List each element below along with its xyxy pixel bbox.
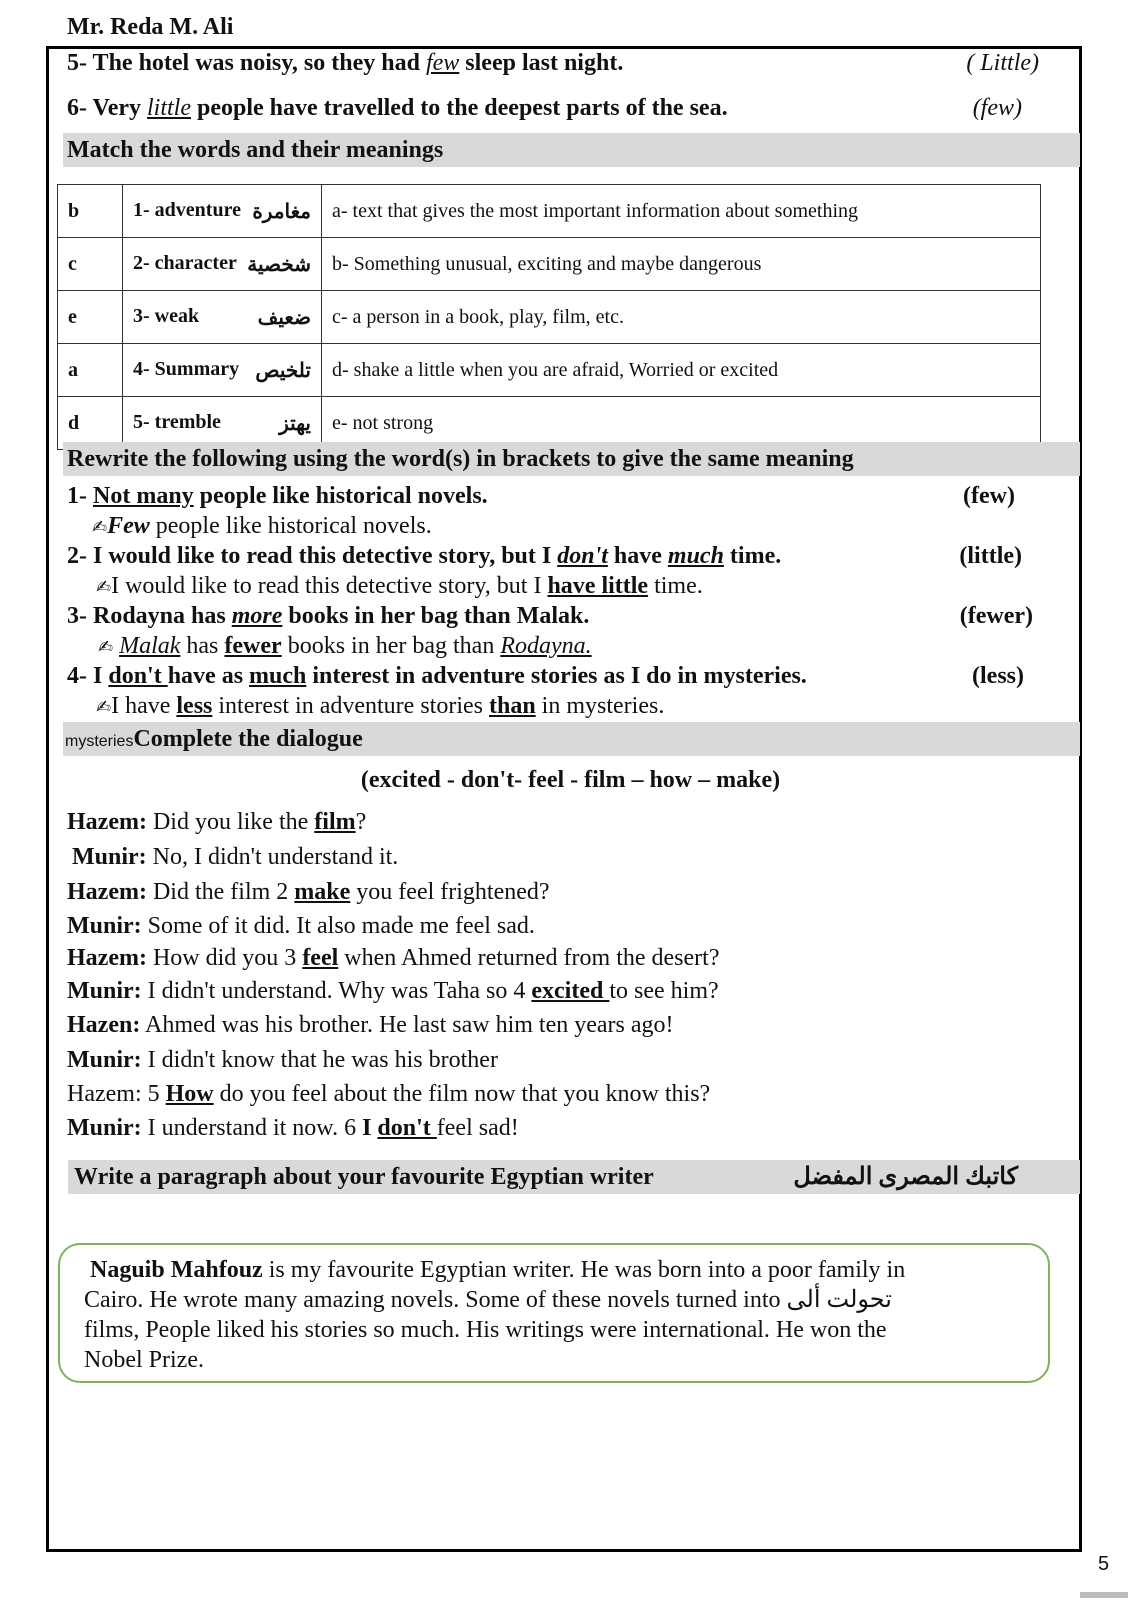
dialogue-header-prefix: mysteries — [65, 733, 134, 750]
text-segment: 4- Summary — [133, 357, 240, 380]
pen-icon: ✍ — [98, 637, 114, 658]
text-segment: Munir: — [67, 913, 142, 939]
dialogue-line — [67, 913, 535, 940]
text-segment: Hazen: — [67, 1012, 141, 1038]
text-segment: 2- character — [133, 251, 237, 274]
text-segment: fewer — [224, 633, 282, 659]
text-segment: make — [294, 879, 351, 905]
text-segment: Munir: — [67, 978, 142, 1004]
page-number: 5 — [1098, 1553, 1110, 1575]
text-segment: Not many — [93, 483, 194, 509]
text-segment: don't — [108, 663, 168, 689]
text-segment: 1- — [67, 483, 93, 509]
text-segment: Few — [107, 513, 150, 539]
paragraph-header-arabic: كاتبك المصرى المفضل — [793, 1164, 1018, 1190]
sentence-5-hint: ( Little) — [966, 50, 1039, 76]
paragraph-text — [84, 1255, 1014, 1375]
paragraph-arabic-note: تحولت ألى — [786, 1287, 892, 1313]
text-segment: much — [667, 543, 724, 569]
text-segment: 2- I would like to read this detective story, but I — [67, 543, 558, 569]
text-segment: much — [249, 663, 307, 689]
dialogue-line — [67, 879, 550, 906]
text-segment: have little — [547, 573, 649, 599]
dialogue-line — [67, 1115, 519, 1142]
text-segment: Did the film 2 — [146, 879, 295, 905]
rewrite-section-header: Rewrite the following using the word(s) in brackets to give the same meaning — [63, 442, 1080, 476]
pen-icon: ✍ — [92, 517, 108, 538]
writer-name: Naguib Mahfouz — [90, 1257, 263, 1283]
text-segment: Ahmed was his brother. He last saw him ten years ago! — [140, 1012, 674, 1038]
text-segment: to see him? — [609, 978, 719, 1004]
match-word-arabic: يهتز — [279, 412, 311, 435]
text-segment: 3- weak — [133, 304, 200, 327]
paragraph-line — [84, 1255, 1014, 1285]
text-segment: than — [488, 693, 536, 719]
text-segment: Munir: — [67, 1115, 142, 1141]
rewrite-question-4 — [67, 663, 1067, 690]
sentence-6-hint: (few) — [972, 95, 1022, 121]
match-meaning: e- not strong — [322, 397, 1041, 450]
text-segment: Hazem: — [67, 879, 147, 905]
text-segment: 5 — [141, 1081, 166, 1107]
text-segment: people like historical novels. — [193, 483, 488, 509]
text-segment: Hazem: — [67, 1081, 142, 1107]
text-segment: have — [607, 543, 668, 569]
dialogue-line — [67, 945, 719, 972]
text-segment: interest in adventure stories — [212, 693, 489, 719]
match-table — [57, 184, 1041, 450]
match-answer: d — [58, 397, 123, 450]
text-segment: Cairo. He wrote many amazing novels. Some of these novels turned into — [84, 1287, 787, 1313]
rewrite-answer-1 — [92, 513, 1092, 540]
match-row — [58, 238, 1041, 291]
match-meaning: a- text that gives the most important information about something — [322, 185, 1041, 238]
rewrite-hint-2: (little) — [959, 543, 1022, 569]
text-segment: interest in adventure stories as I do in mysteries. — [306, 663, 807, 689]
match-meaning: b- Something unusual, exciting and maybe dangerous — [322, 238, 1041, 291]
paragraph-line — [84, 1285, 1014, 1315]
dialogue-section-header — [63, 722, 1080, 756]
match-row — [58, 185, 1041, 238]
match-word-arabic: ضعيف — [257, 306, 311, 329]
text-segment: film — [314, 809, 356, 835]
text-segment: I understand it now. 6 — [141, 1115, 363, 1141]
text-segment: less — [176, 693, 213, 719]
match-answer: a — [58, 344, 123, 397]
rewrite-answer-3 — [98, 633, 1098, 660]
match-word — [123, 185, 322, 238]
sentence-5 — [67, 50, 1067, 77]
text-segment: Hazem: — [67, 809, 147, 835]
pen-icon: ✍ — [96, 577, 112, 598]
dialogue-line — [67, 978, 719, 1005]
text-segment: Malak — [119, 633, 181, 659]
paragraph-section-header — [68, 1160, 1080, 1194]
sentence-5-answer: few — [425, 50, 460, 76]
text-segment: people have travelled to the deepest parts of the sea. — [191, 95, 728, 121]
text-segment: people like historical novels. — [149, 513, 432, 539]
text-segment: No, I didn't understand it. — [146, 844, 399, 870]
text-segment: in mysteries. — [535, 693, 665, 719]
text-segment: ? — [355, 809, 367, 835]
text-segment: Did you like the — [146, 809, 315, 835]
text-segment: 4- I — [67, 663, 109, 689]
match-word-arabic: شخصية — [247, 253, 311, 276]
text-segment: have as — [167, 663, 250, 689]
rewrite-question-1 — [67, 483, 1067, 510]
paragraph-line: Nobel Prize. — [84, 1347, 204, 1373]
dialogue-line — [67, 809, 366, 836]
match-word — [123, 238, 322, 291]
rewrite-question-2 — [67, 543, 1067, 570]
text-segment: Munir: — [67, 1047, 142, 1073]
text-segment: How — [165, 1081, 214, 1107]
text-segment: sleep last night. — [459, 50, 624, 76]
text-segment: has — [180, 633, 225, 659]
text-segment: time. — [648, 573, 703, 599]
text-segment: 1- adventure — [133, 198, 241, 221]
text-segment: Some of it did. It also made me feel sad. — [141, 913, 535, 939]
text-segment: feel — [302, 945, 339, 971]
rewrite-hint-1: (few) — [963, 483, 1015, 509]
dialogue-line — [67, 1012, 674, 1039]
text-segment: Rodayna. — [500, 633, 592, 659]
dialogue-line — [67, 1081, 710, 1108]
match-word — [123, 344, 322, 397]
text-segment: books in her bag than Malak. — [282, 603, 590, 629]
match-answer: e — [58, 291, 123, 344]
rewrite-question-3 — [67, 603, 1067, 630]
sentence-6 — [67, 95, 1067, 122]
text-segment: Write a paragraph about your favourite Egyptian writer — [74, 1164, 654, 1190]
rewrite-answer-2 — [96, 573, 1096, 600]
match-row — [58, 291, 1041, 344]
text-segment: don't — [557, 543, 608, 569]
text-segment: 5- The hotel was noisy, so they had — [67, 50, 426, 76]
match-meaning: d- shake a little when you are afraid, Worried or excited — [322, 344, 1041, 397]
word-bank: (excited - don't- feel - film – how – make) — [360, 767, 781, 793]
match-answer: b — [58, 185, 123, 238]
rewrite-answer-4 — [96, 693, 1096, 720]
text-segment: don't — [377, 1115, 437, 1141]
text-segment: I didn't know that he was his brother — [141, 1047, 498, 1073]
text-segment: How did you 3 — [146, 945, 303, 971]
match-answer: c — [58, 238, 123, 291]
author-name: Mr. Reda M. Ali — [67, 14, 234, 40]
text-segment: I have — [111, 693, 177, 719]
text-segment: time. — [723, 543, 782, 569]
match-word-arabic: تلخيص — [255, 359, 311, 382]
text-segment: 3- Rodayna has — [67, 603, 232, 629]
match-meaning: c- a person in a book, play, film, etc. — [322, 291, 1041, 344]
match-word-arabic: مغامرة — [252, 200, 311, 223]
text-segment: I didn't understand. Why was Taha so 4 — [141, 978, 532, 1004]
sentence-6-answer: little — [147, 95, 191, 121]
dialogue-line — [72, 844, 398, 871]
text-segment: feel sad! — [436, 1115, 519, 1141]
text-segment: you feel frightened? — [350, 879, 550, 905]
match-row — [58, 344, 1041, 397]
text-segment: more — [231, 603, 283, 629]
text-segment: 5- tremble — [133, 410, 221, 433]
text-segment: Munir: — [72, 844, 147, 870]
paragraph-line: films, People liked his stories so much. His writings were international. He won the — [84, 1317, 887, 1343]
match-word — [123, 291, 322, 344]
rewrite-hint-3: (fewer) — [959, 603, 1033, 629]
rewrite-hint-4: (less) — [972, 663, 1024, 689]
pen-icon: ✍ — [96, 697, 112, 718]
text-segment: Hazem: — [67, 945, 147, 971]
text-segment: books in her bag than — [281, 633, 501, 659]
dialogue-header-title: Complete the dialogue — [133, 726, 363, 752]
text-segment: is my favourite Egyptian writer. He was born into a poor family in — [262, 1257, 906, 1283]
text-segment: when Ahmed returned from the desert? — [338, 945, 720, 971]
text-segment: I would like to read this detective story, but I — [111, 573, 548, 599]
text-segment: I — [362, 1115, 378, 1141]
text-segment: do you feel about the film now that you know this? — [213, 1081, 711, 1107]
text-segment: 6- Very — [67, 95, 147, 121]
match-section-header: Match the words and their meanings — [63, 133, 1080, 167]
page-number-bar — [1080, 1592, 1128, 1598]
text-segment: excited — [531, 978, 610, 1004]
dialogue-line — [67, 1047, 498, 1074]
